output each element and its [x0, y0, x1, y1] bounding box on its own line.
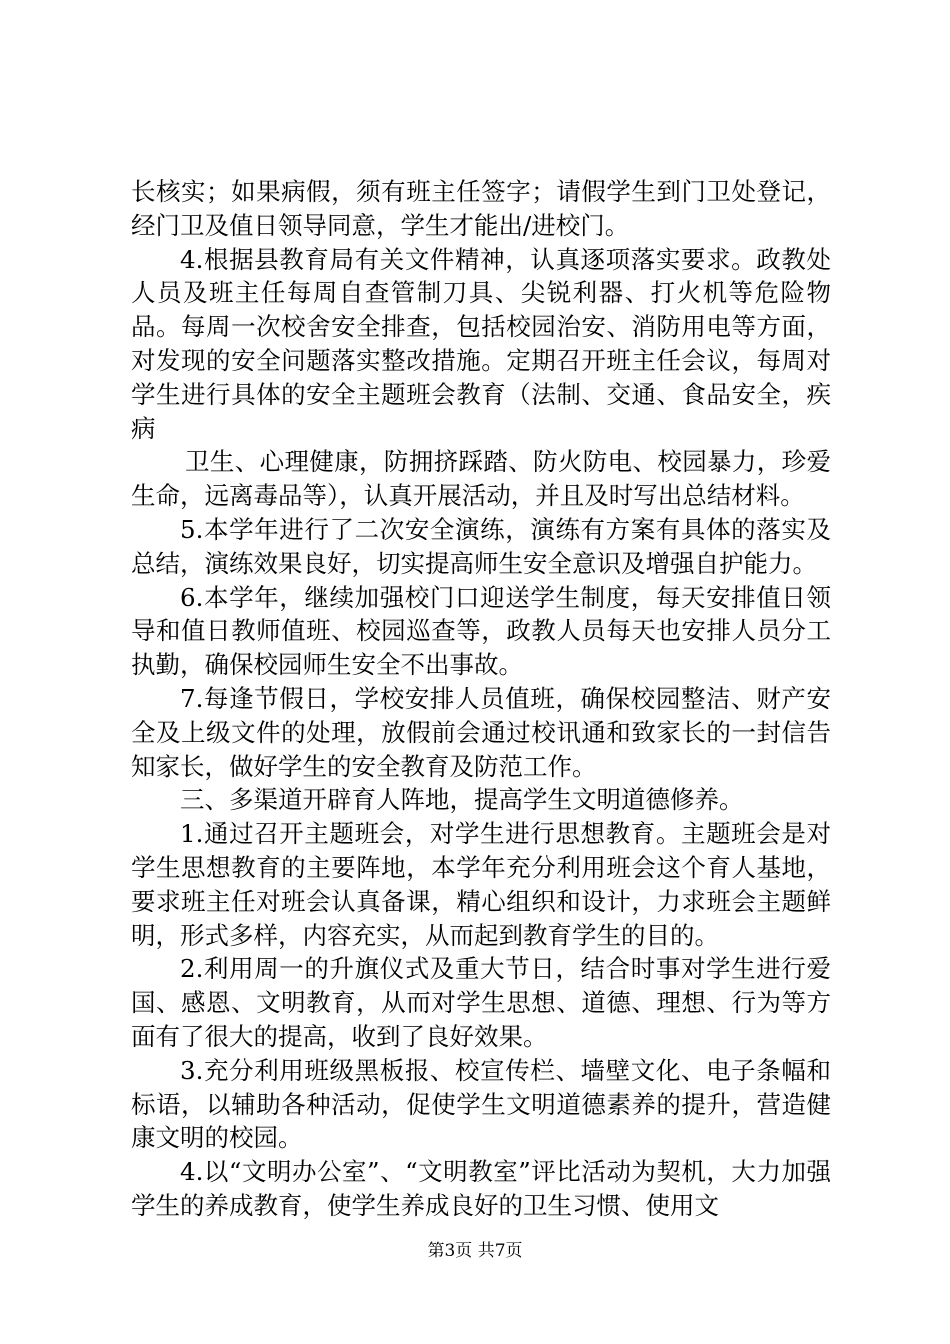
paragraph-section3-item-1: 1.通过召开主题班会，对学生进行思想教育。主题班会是对学生思想教育的主要阵地，本学年充分利用班会这个育人基地，要求班主任对班会认真备课，精心组织和设计，力求班会主题鲜明，形式多样，内容充实，从而起到教育学生的目的。 — [131, 819, 831, 950]
paragraph-section3-item-3: 3.充分利用班级黑板报、校宣传栏、墙壁文化、电子条幅和标语，以辅助各种活动，促使学生文明道德素养的提升，营造健康文明的校园。 — [131, 1055, 831, 1153]
section-heading-3: 三、多渠道开辟育人阵地，提高学生文明道德修养。 — [180, 785, 744, 815]
paragraph-section3-item-2: 2.利用周一的升旗仪式及重大节日，结合时事对学生进行爱国、感恩、文明教育，从而对学生思想、道德、理想、行为等方面有了很大的提高，收到了良好效果。 — [131, 954, 831, 1051]
paragraph-item-5: 5.本学年进行了二次安全演练，演练有方案有具体的落实及总结，演练效果良好，切实提高师生安全意识及增强自护能力。 — [131, 514, 831, 578]
paragraph-item-7: 7.每逢节假日，学校安排人员值班，确保校园整洁、财产安全及上级文件的处理，放假前会通过校讯通和致家长的一封信告知家长，做好学生的安全教育及防范工作。 — [131, 683, 831, 781]
paragraph-item-4: 4.根据县教育局有关文件精神，认真逐项落实要求。政教处人员及班主任每周自查管制刀具、尖锐利器、打火机等危险物品。每周一次校舍安全排查，包括校园治安、消防用电等方面，对发现的安全问题落实整改措施。定期召开班主任会议，每周对学生进行具体的安全主题班会教育（法制、交通、食品安全，疾病 — [131, 244, 831, 443]
page-number-footer: 第3页 共7页 — [427, 1241, 523, 1261]
paragraph-continuation: 长核实；如果病假，须有班主任签字；请假学生到门卫处登记，经门卫及值日领导同意，学生才能出/进校门。 — [131, 177, 831, 240]
paragraph-item-4-continued: 卫生、心理健康，防拥挤踩踏、防火防电、校园暴力，珍爱生命，远离毒品等），认真开展活动，并且及时写出总结材料。 — [131, 447, 831, 511]
paragraph-section3-item-4: 4.以“文明办公室”、“文明教室”评比活动为契机，大力加强学生的养成教育，使学生养成良好的卫生习惯、使用文 — [131, 1157, 831, 1220]
document-body — [131, 175, 831, 1223]
paragraph-item-6: 6.本学年，继续加强校门口迎送学生制度，每天安排值日领导和值日教师值班、校园巡查等，政教人员每天也安排人员分工执勤，确保校园师生安全不出事故。 — [131, 582, 831, 680]
